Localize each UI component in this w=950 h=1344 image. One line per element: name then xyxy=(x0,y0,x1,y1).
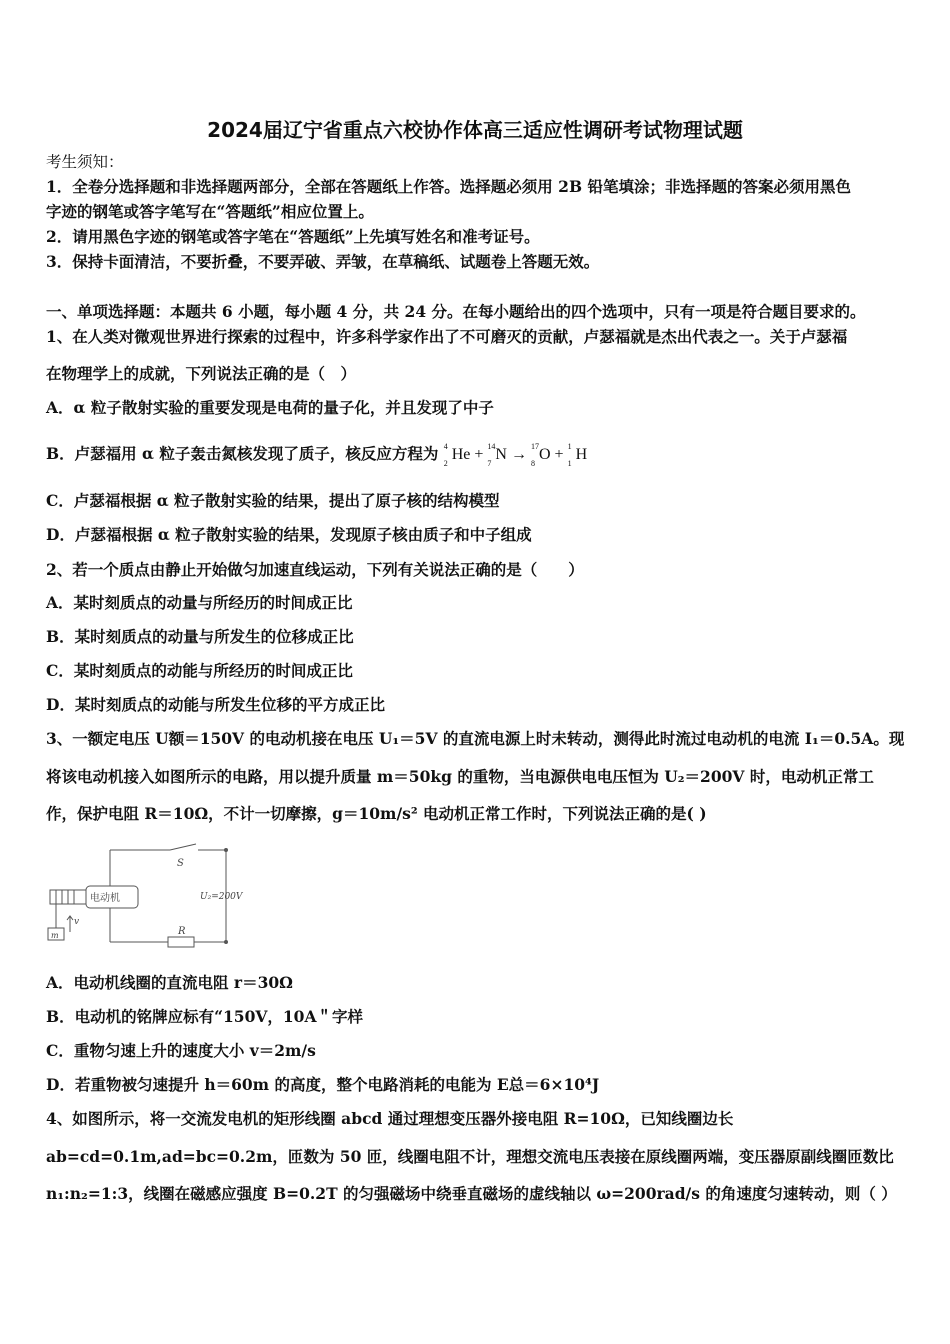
resistor-label: R xyxy=(178,926,186,937)
q3-option-a: A．电动机线圈的直流电阻 r＝30Ω xyxy=(46,973,293,992)
q1-option-b-text: B．卢瑟福用 α 粒子轰击氮核发现了质子，核反应方程为 xyxy=(46,444,439,463)
terminal-top xyxy=(224,848,228,852)
q2-option-d: D．某时刻质点的动能与所发生位移的平方成正比 xyxy=(46,695,385,714)
q3-option-c: C．重物匀速上升的速度大小 v＝2m/s xyxy=(46,1041,316,1060)
switch-label: S xyxy=(177,858,184,869)
velocity-label: v xyxy=(74,917,80,927)
q1-option-c: C．卢瑟福根据 α 粒子散射实验的结果，提出了原子核的结构模型 xyxy=(46,491,500,510)
motor-label: 电动机 xyxy=(90,893,120,904)
notice-heading: 考生须知： xyxy=(46,153,124,171)
q2-option-a: A．某时刻质点的动量与所经历的时间成正比 xyxy=(46,593,353,612)
q2-stem: 2、若一个质点由静止开始做匀加速直线运动，下列有关说法正确的是（ ） xyxy=(46,560,584,579)
q2-option-c: C．某时刻质点的动能与所经历的时间成正比 xyxy=(46,661,353,680)
q4-stem-a: 4、如图所示，将一交流发电机的矩形线圈 abcd 通过理想变压器外接电阻 R=10Ω，已知线圈边长 xyxy=(46,1109,734,1128)
notice-item-1b: 字迹的钢笔或答字笔写在“答题纸”相应位置上。 xyxy=(46,202,374,221)
q3-stem-a: 3、一额定电压 U额＝150V 的电动机接在电压 U₁＝5V 的直流电源上时未转动，测得此时流过电动机的电流 I₁＝0.5A。现 xyxy=(46,729,905,748)
voltage-label: U₂=200V xyxy=(200,892,243,902)
q1-option-d: D．卢瑟福根据 α 粒子散射实验的结果，发现原子核由质子和中子组成 xyxy=(46,525,532,544)
q1-option-b xyxy=(46,442,588,468)
circuit-diagram xyxy=(46,842,261,954)
q1-option-a: A．α 粒子散射实验的重要发现是电荷的量子化，并且发现了中子 xyxy=(46,398,494,417)
page-title: 2024届辽宁省重点六校协作体高三适应性调研考试物理试题 xyxy=(207,118,743,142)
section-heading: 一、单项选择题：本题共 6 小题，每小题 4 分，共 24 分。在每小题给出的四个选项中，只有一项是符合题目要求的。 xyxy=(46,302,866,321)
q4-stem-c: n₁:n₂=1:3，线圈在磁感应强度 B=0.2T 的匀强磁场中绕垂直磁场的虚线轴以 ω=200rad/s 的角速度匀速转动，则（ ） xyxy=(46,1184,897,1203)
notice-item-2: 2．请用黑色字迹的钢笔或答字笔在“答题纸”上先填写姓名和准考证号。 xyxy=(46,227,540,246)
q4-stem-b: ab=cd=0.1m,ad=bc=0.2m，匝数为 50 匝，线圈电阻不计，理想交流电压表接在原线圈两端，变压器原副线圈匝数比 xyxy=(46,1147,894,1166)
notice-item-1a: 1．全卷分选择题和非选择题两部分，全部在答题纸上作答。选择题必须用 2B 铅笔填涂；非选择题的答案必须用黑色 xyxy=(46,177,851,196)
q3-stem-c: 作，保护电阻 R＝10Ω，不计一切摩擦，g＝10m/s² 电动机正常工作时，下列说法正确的是( ) xyxy=(46,804,707,823)
q3-stem-b: 将该电动机接入如图所示的电路，用以提升质量 m＝50kg 的重物，当电源供电电压恒为 U₂＝200V 时，电动机正常工 xyxy=(46,767,874,786)
q1-stem-b: 在物理学上的成就，下列说法正确的是（ ） xyxy=(46,364,357,383)
terminal-bottom xyxy=(224,940,228,944)
notice-item-3: 3．保持卡面清洁，不要折叠，不要弄破、弄皱，在草稿纸、试题卷上答题无效。 xyxy=(46,252,600,271)
mass-label: m xyxy=(51,931,59,940)
q3-option-b: B．电动机的铭牌应标有“150V，10A＂字样 xyxy=(46,1007,363,1026)
q3-option-d: D．若重物被匀速提升 h＝60m 的高度，整个电路消耗的电能为 E总＝6×10⁴J xyxy=(46,1075,600,1094)
nuclear-equation: 4 2 He + 14 7 N → 17 8 O + 1 1 H xyxy=(443,442,588,468)
q1-stem-a: 1、在人类对微观世界进行探索的过程中，许多科学家作出了不可磨灭的贡献，卢瑟福就是杰出代表之一。关于卢瑟福 xyxy=(46,327,848,346)
q2-option-b: B．某时刻质点的动量与所发生的位移成正比 xyxy=(46,627,354,646)
